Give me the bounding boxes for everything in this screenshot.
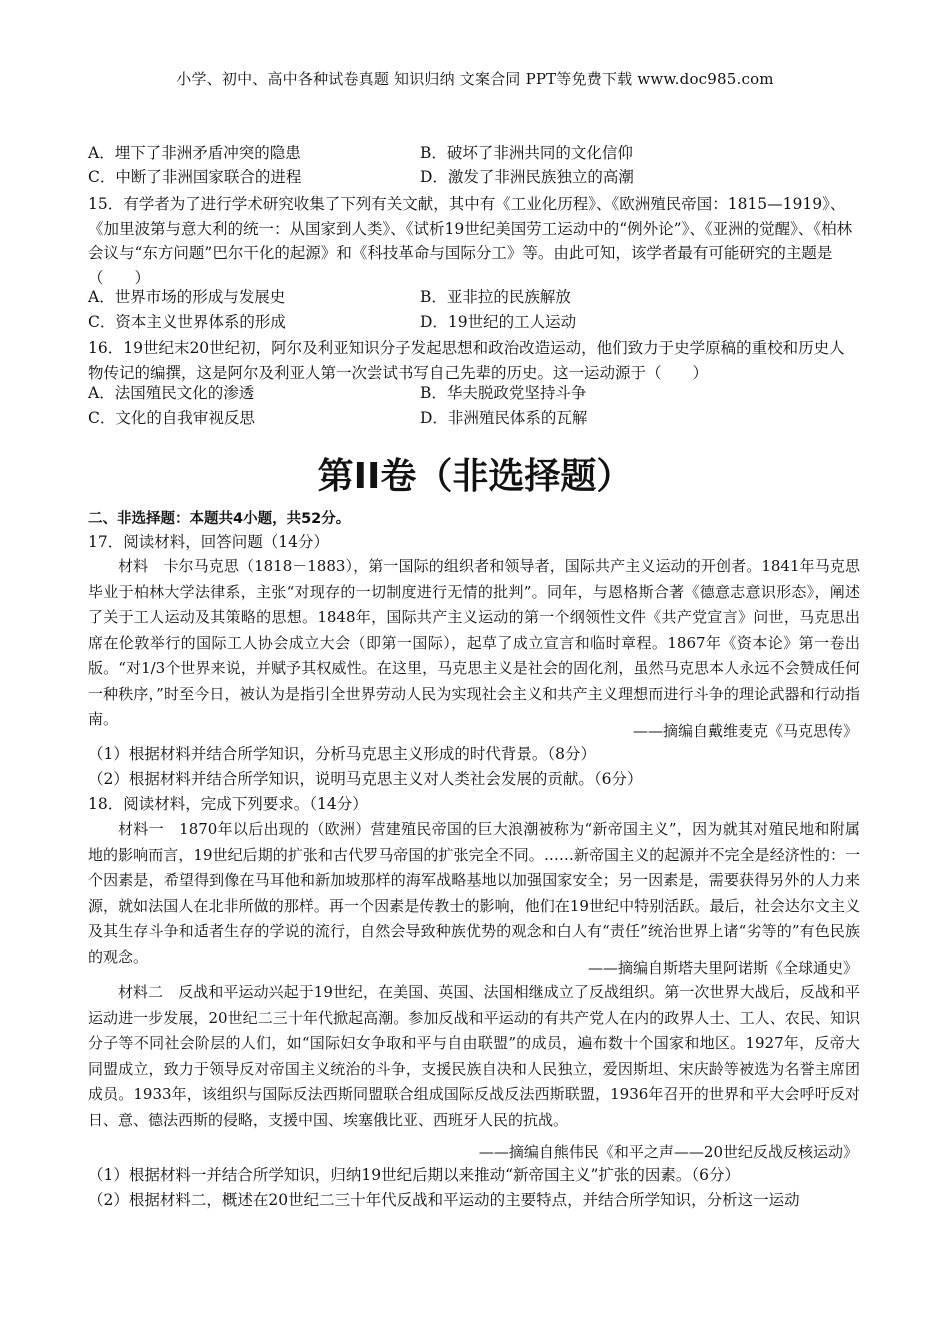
q18-material2: 材料二 反战和平运动兴起于19世纪，在美国、英国、法国相继成立了反战组织。第一次世界大战后，反战和平运动进一步发展，20世纪二三十年代掀起高潮。参加反战和平运动的有共产党人在内的政界人士、工人、农民、知识分子等不同社会阶层的人们，如“国际妇女争取和平与自由联盟”的成员，遍布数十个国家和地区。1927年，反帝大同盟成立，致力于领导反对帝国主义统治的斗争，支援民族自决和人民独立，爱因斯坦、宋庆龄等被选为名誉主席团成员。1933年，该组织与国际反法西斯同盟联合组成国际反战反法西斯联盟，1936年召开的世界和平大会呼吁反对日、意、德法西斯的侵略，支援中国、埃塞俄比亚、西班牙人民的抗战。 xyxy=(88,983,860,1129)
q18-sub1: （1）根据材料一并结合所学知识，归纳19世纪后期以来推动“新帝国主义”扩张的因素。（6分） xyxy=(88,1166,741,1184)
q14-option-d: D．激发了非洲民族独立的高潮 xyxy=(420,168,634,186)
q15-option-b: B．亚非拉的民族解放 xyxy=(420,288,571,306)
q17-sub2: （2）根据材料并结合所学知识，说明马克思主义对人类社会发展的贡献。（6分） xyxy=(88,770,643,788)
q16-option-d: D．非洲殖民体系的瓦解 xyxy=(420,409,588,427)
q18-sub2: （2）根据材料二，概述在20世纪二三十年代反战和平运动的主要特点，并结合所学知识，分析这一运动 xyxy=(88,1191,800,1209)
q17-stem: 17．阅读材料，回答问题（14分） xyxy=(88,533,329,551)
q14-option-a: A．埋下了非洲矛盾冲突的隐患 xyxy=(88,144,301,162)
page-header: 小学、初中、高中各种试卷真题 知识归纳 文案合同 PPT等免费下载 www.doc985.com xyxy=(176,70,774,88)
q16-option-b: B．华夫脱政党坚持斗争 xyxy=(420,384,587,402)
q18-material1: 材料一 1870年以后出现的（欧洲）营建殖民帝国的巨大浪潮被称为“新帝国主义”，因为就其对殖民地和附属地的影响而言，19世纪后期的扩张和古代罗马帝国的扩张完全不同。……新帝国主义的起源并不完全是经济性的：一个因素是，希望得到像在马耳他和新加坡那样的海军战略基地以加强国家安全；另一因素是，需要获得另外的人力来源，就如法国人在北非所做的那样。再一个因素是传教士的影响，他们在19世纪中特别活跃。最后，社会达尔文主义及其生存斗争和适者生存的学说的流行，自然会导致种族优势的观念和白人有“责任”统治世界上诸“劣等的”有色民族的观念。 xyxy=(88,820,860,966)
q18-source1: ——摘编自斯塔夫里阿诺斯《全球通史》 xyxy=(587,959,858,977)
q16-option-a: A．法国殖民文化的渗透 xyxy=(88,384,255,402)
q17-material: 材料 卡尔马克思（1818－1883），第一国际的组织者和领导者，国际共产主义运动的开创者。1841年马克思毕业于柏林大学法律系，主张“对现存的一切制度进行无情的批判”。同年，与恩格斯合著《德意志意识形态》，阐述了关于工人运动及其策略的思想。1848年，国际共产主义运动的第一个纲领性文件《共产党宣言》问世，马克思出席在伦敦举行的国际工人协会成立大会（即第一国际），起草了成立宣言和临时章程。1867年《资本论》第一卷出版。“对1/3个世界来说，并赋予其权威性。在这里，马克思主义是社会的固化剂，虽然马克思本人永远不会赞成任何一种秩序，”时至今日，被认为是指引全世界劳动人民为实现社会主义和共产主义理想而进行斗争的理论武器和行动指南。 xyxy=(88,557,860,728)
q15-stem: 15．有学者为了进行学术研究收集了下列有关文献，其中有《工业化历程》、《欧洲殖民帝国：1815—1919》、《加里波第与意大利的统一：从国家到人类》、《试析19世纪美国劳工运动中的“例外论”》、《亚洲的觉醒》、《柏林会议与“东方问题”巴尔干化的起源》和《科技革命与国际分工》等。由此可知，该学者最有可能研究的主题是（ ） xyxy=(88,195,853,287)
q17-source: ——摘编自戴维麦克《马克思传》 xyxy=(632,722,858,740)
q15-option-c: C．资本主义世界体系的形成 xyxy=(88,313,286,331)
q16-option-c: C．文化的自我审视反思 xyxy=(88,409,255,427)
section-heading: 二、非选择题：本题共4小题，共52分。 xyxy=(88,511,351,527)
q17-sub1: （1）根据材料并结合所学知识，分析马克思主义形成的时代背景。（8分） xyxy=(88,745,596,763)
section-title: 第II卷（非选择题） xyxy=(317,456,633,497)
q16-stem: 16．19世纪末20世纪初，阿尔及利亚知识分子发起思想和政治改造运动，他们致力于史学原稿的重校和历史人物传记的编撰，这是阿尔及利亚人第一次尝试书写自己先辈的历史。这一运动源于（ ） xyxy=(88,339,845,382)
q18-stem: 18．阅读材料，完成下列要求。（14分） xyxy=(88,795,368,813)
q15-option-d: D．19世纪的工人运动 xyxy=(420,313,577,331)
q14-option-c: C．中断了非洲国家联合的进程 xyxy=(88,168,302,186)
q14-option-b: B．破坏了非洲共同的文化信仰 xyxy=(420,144,633,162)
q18-source2: ——摘编自熊伟民《和平之声——20世纪反战反核运动》 xyxy=(478,1143,858,1161)
q15-option-a: A．世界市场的形成与发展史 xyxy=(88,288,286,306)
